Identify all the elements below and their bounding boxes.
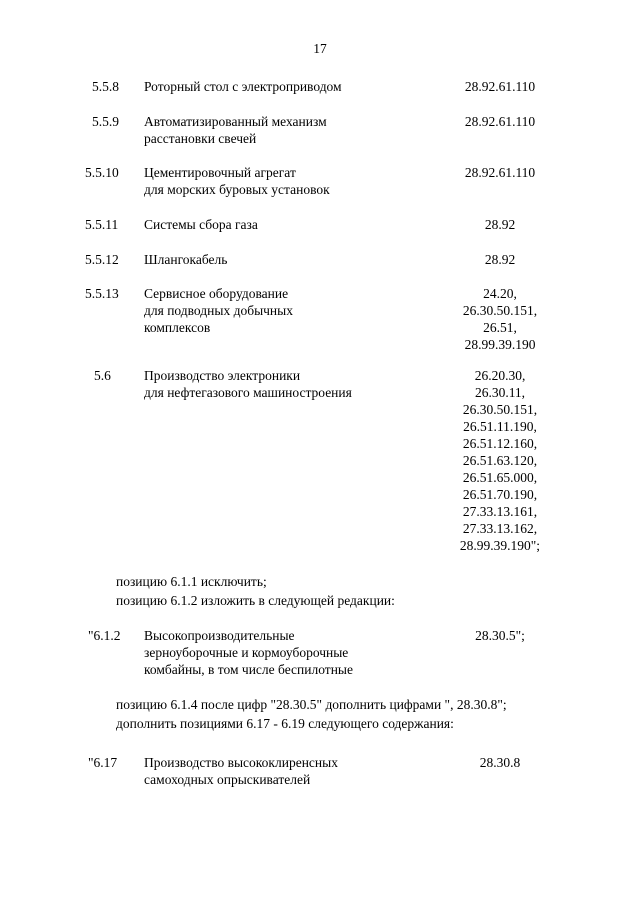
item-code-line: 26.51, <box>483 320 517 335</box>
item-code-line: 26.51.63.120, <box>462 453 538 468</box>
item-code <box>420 216 580 233</box>
item-name <box>144 367 414 401</box>
item-code-line: 26.30.50.151, <box>462 402 538 417</box>
item-code-line: 26.30.11, <box>474 385 526 400</box>
item-code-line: 28.92 <box>484 217 516 232</box>
item-code-line: 28.92.61.110 <box>464 114 536 129</box>
item-name <box>144 251 414 268</box>
item-name-line: Автоматизированный механизм <box>144 114 327 129</box>
item-number: 5.6 <box>94 368 111 383</box>
item-code-line: 28.30.8 <box>479 755 521 770</box>
item-number: "6.17 <box>88 755 118 770</box>
item-code <box>420 251 580 268</box>
item-code <box>420 113 580 130</box>
instruction-paragraph: дополнить позициями 6.17 - 6.19 следующего содержания: <box>116 716 454 731</box>
item-code <box>420 754 580 771</box>
page-number: 17 <box>313 41 327 56</box>
item-code-line: 28.30.5"; <box>475 628 525 643</box>
item-number: 5.5.8 <box>92 79 119 94</box>
item-name <box>144 164 414 198</box>
item-name-line: Системы сбора газа <box>144 217 258 232</box>
item-code <box>420 78 580 95</box>
item-code-line: 27.33.13.162, <box>462 521 538 536</box>
item-code-line: 28.92.61.110 <box>464 79 536 94</box>
item-number: 5.5.11 <box>85 217 119 232</box>
item-code-line: 26.51.70.190, <box>462 487 538 502</box>
item-name <box>144 113 414 147</box>
item-name-line: Цементировочный агрегат <box>144 165 296 180</box>
item-name <box>144 627 414 678</box>
item-code-line: 26.20.30, <box>474 368 526 383</box>
item-number: "6.1.2 <box>88 628 121 643</box>
item-code-line: 26.51.11.190, <box>463 419 537 434</box>
item-name-line: расстановки свечей <box>144 131 257 146</box>
item-code-line: 28.99.39.190 <box>464 337 536 352</box>
item-code-line: 28.92.61.110 <box>464 165 536 180</box>
item-name-line: Высокопроизводительные <box>144 628 295 643</box>
item-code <box>420 367 580 554</box>
item-name-line: Сервисное оборудование <box>144 286 289 301</box>
item-code-line: 27.33.13.161, <box>462 504 538 519</box>
item-number: 5.5.12 <box>85 252 119 267</box>
item-code-line: 24.20, <box>483 286 517 301</box>
item-number: 5.5.10 <box>85 165 119 180</box>
item-code <box>420 627 580 644</box>
item-name <box>144 216 414 233</box>
item-code-line: 26.51.65.000, <box>462 470 538 485</box>
item-name-line: для морских буровых установок <box>144 182 330 197</box>
instruction-paragraph: позицию 6.1.1 исключить; <box>116 574 267 589</box>
instruction-paragraph: позицию 6.1.4 после цифр "28.30.5" дополнить цифрами ", 28.30.8"; <box>116 697 507 712</box>
item-name-line: комбайны, в том числе беспилотные <box>144 662 353 677</box>
item-name <box>144 285 414 336</box>
item-code <box>420 285 580 353</box>
item-code-line: 26.30.50.151, <box>462 303 538 318</box>
item-name <box>144 78 414 95</box>
item-code-line: 28.99.39.190"; <box>459 538 541 553</box>
item-name-line: зерноуборочные и кормоуборочные <box>144 645 349 660</box>
item-name-line: Шлангокабель <box>144 252 228 267</box>
item-code-line: 26.51.12.160, <box>462 436 538 451</box>
item-code-line: 28.92 <box>484 252 516 267</box>
item-code <box>420 164 580 181</box>
item-name-line: Производство электроники <box>144 368 301 383</box>
item-number: 5.5.13 <box>85 286 119 301</box>
item-name-line: для подводных добычных <box>144 303 293 318</box>
item-name <box>144 754 414 788</box>
instruction-paragraph: позицию 6.1.2 изложить в следующей редакции: <box>116 593 395 608</box>
item-number: 5.5.9 <box>92 114 119 129</box>
item-name-line: для нефтегазового машиностроения <box>144 385 352 400</box>
item-name-line: Роторный стол с электроприводом <box>144 79 342 94</box>
item-name-line: комплексов <box>144 320 211 335</box>
item-name-line: самоходных опрыскивателей <box>144 772 311 787</box>
item-name-line: Производство высококлиренсных <box>144 755 338 770</box>
